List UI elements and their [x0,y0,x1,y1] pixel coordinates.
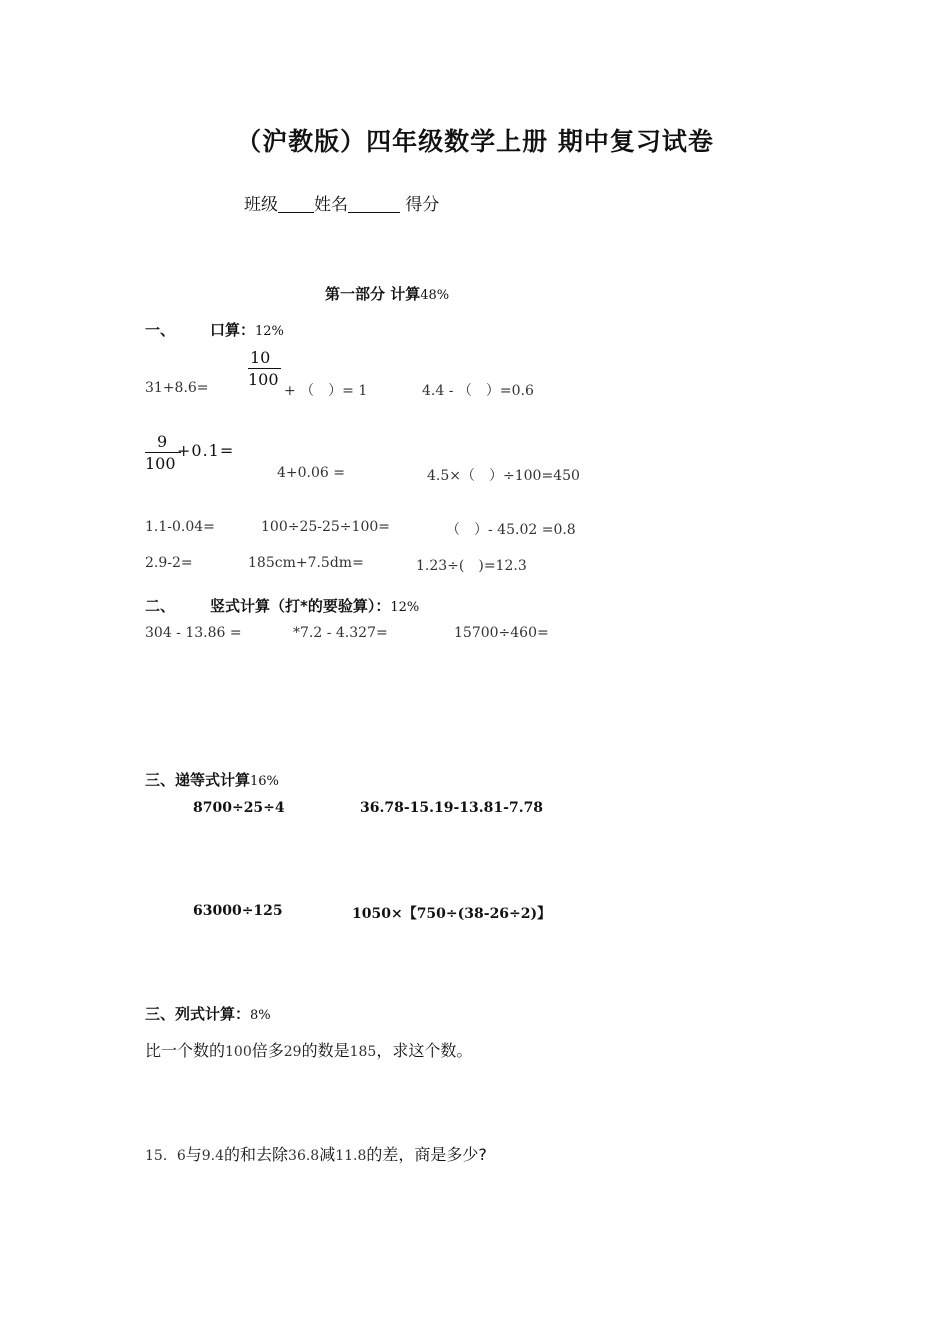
fraction-numerator: 9 [145,432,181,453]
class-blank[interactable] [278,194,314,213]
q2-number-3: 36.8 [288,1148,320,1164]
s1-r4-item2: 185cm+7.5dm= [248,555,364,571]
q1-number-3: 185 [349,1044,377,1060]
s1-r2-fraction [145,432,181,473]
s2-item1: 304 - 13.86 = [145,625,242,641]
q1-text-a: 比一个数的 [145,1041,226,1060]
s1-r3-item3: （ ）- 45.02 =0.8 [446,522,576,538]
s1-r3-item2: 100÷25-25÷100= [261,519,390,535]
name-label: 姓名 [314,195,348,215]
sec4-percent: 8% [250,1008,271,1023]
s1-r4-item1: 2.9-2= [145,555,193,571]
part1-percent: 48% [420,288,450,303]
sec1-heading [210,319,284,340]
sec3-title: 三、递等式计算 [145,771,251,789]
s1-r2-item2: 4+0.06 = [277,465,345,481]
sec2-title: 竖式计算（打*的要验算）： [210,597,391,615]
sec4-title: 三、列式计算： [145,1005,251,1023]
s1-r1-item2: + （ ）= 1 [284,383,368,399]
sec2-label: 二、 [145,597,176,615]
sec3-percent: 16% [250,774,279,789]
name-blank[interactable] [348,194,400,213]
q1-number-2: 29 [283,1044,302,1060]
q1-text-c: 的数是 [301,1041,350,1060]
score-label: 得分 [405,195,440,215]
q2-text-d: 的差，商是多少? [366,1145,487,1164]
fraction-denominator: 100 [248,370,279,389]
s1-r2-item1: +0.1= [177,441,235,460]
class-label: 班级 [244,195,278,215]
s2-item2: *7.2 - 4.327= [293,625,388,641]
part1-title-text: 第一部分 计算 [325,285,421,303]
s1-r2-item3: 4.5×（ ）÷100=450 [427,468,580,484]
s2-item3: 15700÷460= [454,625,549,641]
s1-r1-fraction [248,348,281,389]
q1-number-1: 100 [225,1044,252,1060]
s3-item3: 63000÷125 [193,903,283,919]
sec1-label: 一、 [145,321,176,339]
s3-item2: 36.78-15.19-13.81-7.78 [360,800,544,816]
q1-text-b: 倍多 [251,1041,284,1060]
word-problem-2 [145,1142,487,1165]
q2-text-b: 的和去除 [224,1145,289,1164]
q1-text-d: ，求这个数。 [376,1041,473,1060]
word-problem-1 [145,1038,472,1061]
s1-r1-item1: 31+8.6= [145,380,209,396]
sec1-title: 口算： [210,321,256,339]
q2-number-2: 9.4 [201,1148,225,1164]
q2-number-1: 15．6 [145,1148,186,1164]
sec3-heading [145,769,279,790]
sec2-percent: 12% [390,600,420,615]
sec1-percent: 12% [255,324,284,339]
q2-text-c: 减 [319,1145,336,1164]
q2-text-a: 与 [185,1145,202,1164]
student-info-line [244,190,439,215]
fraction-numerator: 10 [248,348,281,369]
s3-item4: 1050×【750÷(38-26÷2)】 [352,906,552,922]
sec2-heading [210,595,419,616]
s1-r1-item3: 4.4 - （ ）=0.6 [422,383,534,399]
part1-heading [325,283,449,304]
sec4-heading [145,1003,271,1024]
s3-item1: 8700÷25÷4 [193,800,285,816]
fraction-denominator: 100 [145,454,176,473]
q2-number-4: 11.8 [335,1148,367,1164]
s1-r3-item1: 1.1-0.04= [145,519,215,535]
page-title: （沪教版）四年级数学上册 期中复习试卷 [236,127,714,156]
s1-r4-item3: 1.23÷( )=12.3 [416,558,527,574]
